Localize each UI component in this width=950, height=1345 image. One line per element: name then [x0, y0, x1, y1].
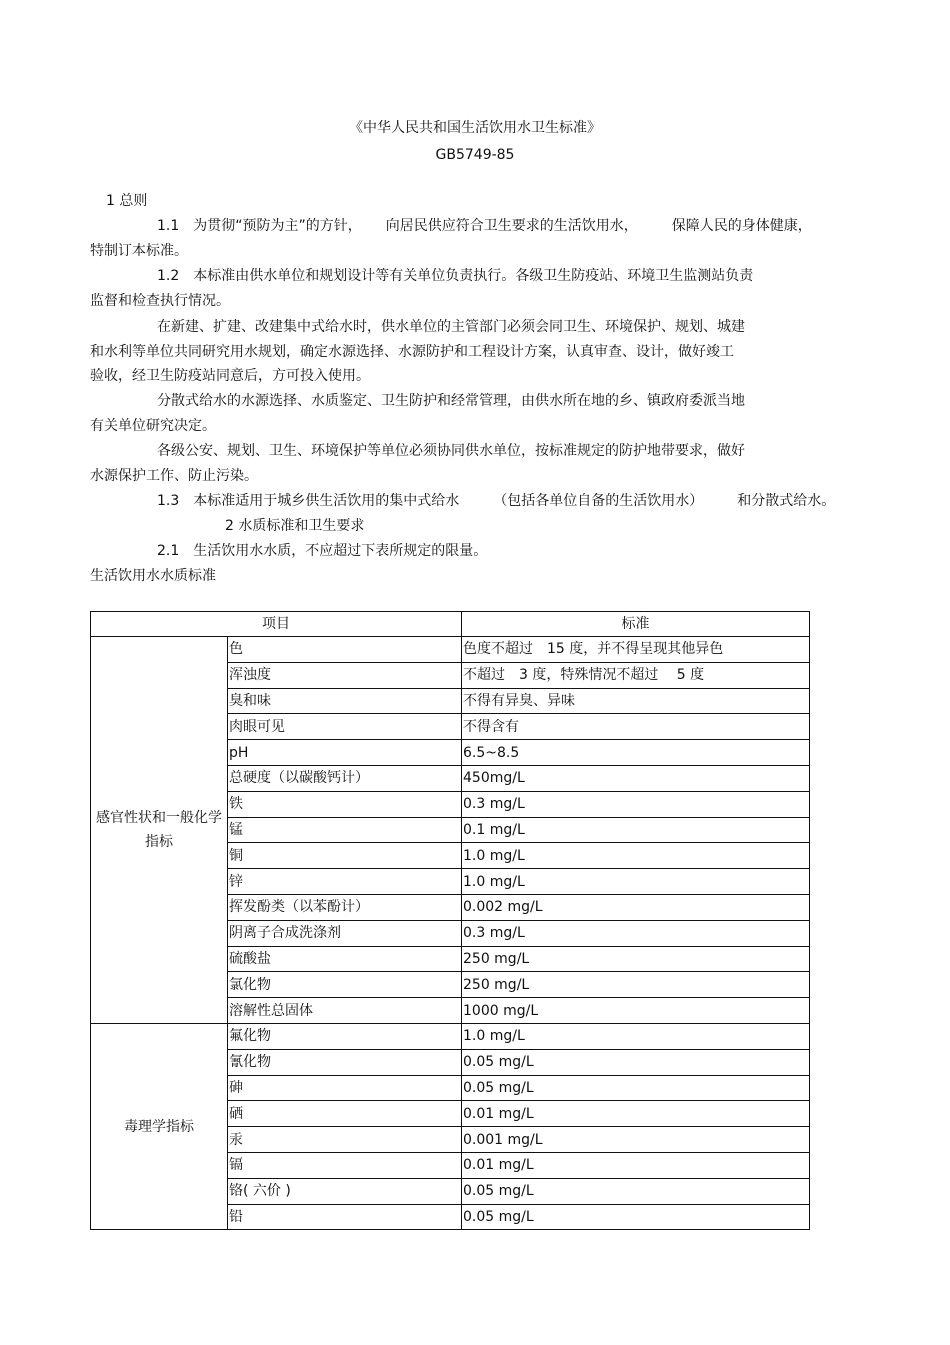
clause-1-1-part-a: 1.1 为贯彻“预防为主”的方针， [157, 218, 362, 234]
standard-cell: 1.0 mg/L [462, 1023, 810, 1049]
item-cell: 氟化物 [228, 1023, 462, 1049]
standard-cell: 0.001 mg/L [462, 1127, 810, 1153]
standard-cell: 250 mg/L [462, 946, 810, 972]
standard-cell: 0.01 mg/L [462, 1152, 810, 1178]
standard-cell: 不超过 3 度，特殊情况不超过 5 度 [462, 662, 810, 688]
standard-cell: 0.05 mg/L [462, 1178, 810, 1204]
paragraph-new-build-line3: 验收，经卫生防疫站同意后，方可投入使用。 [90, 368, 370, 384]
item-cell: 锌 [228, 869, 462, 895]
standard-cell: 0.01 mg/L [462, 1101, 810, 1127]
table-row [91, 1023, 810, 1049]
standard-cell: 0.05 mg/L [462, 1049, 810, 1075]
item-cell: 铜 [228, 843, 462, 869]
section-1-heading: 1 总则 [106, 193, 148, 209]
standard-cell: 6.5~8.5 [462, 740, 810, 766]
item-cell: 肉眼可见 [228, 714, 462, 740]
clause-1-1 [157, 216, 812, 236]
item-cell: 臭和味 [228, 688, 462, 714]
item-cell: 挥发酚类（以苯酚计） [228, 894, 462, 920]
standard-cell: 0.002 mg/L [462, 894, 810, 920]
item-cell: 汞 [228, 1127, 462, 1153]
table-caption: 生活饮用水水质标准 [90, 568, 216, 584]
standard-cell: 0.1 mg/L [462, 817, 810, 843]
table-row [91, 637, 810, 663]
item-cell: 色 [228, 637, 462, 663]
item-cell: 镉 [228, 1152, 462, 1178]
standard-cell: 不得有异臭、异味 [462, 688, 810, 714]
document-title: 《中华人民共和国生活饮用水卫生标准》 [349, 120, 601, 136]
item-cell: 硒 [228, 1101, 462, 1127]
item-cell: 砷 [228, 1075, 462, 1101]
section-2-heading: 2 水质标准和卫生要求 [225, 518, 365, 534]
standard-cell: 不得含有 [462, 714, 810, 740]
item-cell: 阴离子合成洗涤剂 [228, 920, 462, 946]
item-cell: 铅 [228, 1204, 462, 1230]
clause-1-3-part-b: （包括各单位自备的生活饮用水） [493, 493, 704, 509]
paragraph-protection-line2: 水源保护工作、防止污染。 [90, 468, 258, 484]
item-cell: 总硬度（以碳酸钙计） [228, 765, 462, 791]
clause-1-3-part-c: 和分散式给水。 [737, 493, 836, 509]
standard-cell: 250 mg/L [462, 972, 810, 998]
header-item: 项目 [91, 612, 462, 637]
header-standard: 标准 [462, 612, 810, 637]
table-header-row [91, 612, 810, 637]
clause-1-2: 1.2 本标准由供水单位和规划设计等有关单位负责执行。各级卫生防疫站、环境卫生监测站负责 [157, 268, 754, 284]
item-cell: pH [228, 740, 462, 766]
standard-code: GB5749-85 [435, 147, 515, 163]
standard-cell: 1000 mg/L [462, 998, 810, 1024]
standard-cell: 1.0 mg/L [462, 843, 810, 869]
item-cell: 氯化物 [228, 972, 462, 998]
paragraph-new-build: 在新建、扩建、改建集中式给水时，供水单位的主管部门必须会同卫生、环境保护、规划、城建 [157, 319, 745, 335]
paragraph-new-build-line2: 和水利等单位共同研究用水规划，确定水源选择、水源防护和工程设计方案，认真审查、设计，做好竣工 [90, 344, 734, 360]
standard-cell: 0.05 mg/L [462, 1075, 810, 1101]
paragraph-dispersed-line2: 有关单位研究决定。 [90, 418, 216, 434]
standard-cell: 0.3 mg/L [462, 791, 810, 817]
item-cell: 铬( 六价 ) [228, 1178, 462, 1204]
clause-1-2-cont: 监督和检查执行情况。 [90, 293, 230, 309]
clause-2-1: 2.1 生活饮用水水质，不应超过下表所规定的限量。 [157, 543, 488, 559]
group-label: 毒理学指标 [91, 1023, 228, 1229]
item-cell: 铁 [228, 791, 462, 817]
clause-1-1-part-c: 保障人民的身体健康， [671, 218, 812, 234]
item-cell: 锰 [228, 817, 462, 843]
standard-cell: 450mg/L [462, 765, 810, 791]
clause-1-3-part-a: 1.3 本标准适用于城乡供生活饮用的集中式给水 [157, 493, 460, 509]
item-cell: 硫酸盐 [228, 946, 462, 972]
item-cell: 氰化物 [228, 1049, 462, 1075]
standard-cell: 色度不超过 15 度，并不得呈现其他异色 [462, 637, 810, 663]
clause-1-3 [157, 491, 835, 511]
item-cell: 溶解性总固体 [228, 998, 462, 1024]
paragraph-dispersed: 分散式给水的水源选择、水质鉴定、卫生防护和经常管理，由供水所在地的乡、镇政府委派当地 [157, 393, 745, 409]
clause-1-1-cont: 特制订本标准。 [90, 243, 188, 259]
clause-1-1-part-b: 向居民供应符合卫生要求的生活饮用水， [385, 218, 638, 234]
paragraph-protection: 各级公安、规划、卫生、环境保护等单位必须协同供水单位，按标准规定的防护地带要求，做好 [157, 443, 745, 459]
standard-cell: 0.05 mg/L [462, 1204, 810, 1230]
water-quality-table [90, 611, 810, 1230]
group-label: 感官性状和一般化学指标 [91, 637, 228, 1024]
item-cell: 浑浊度 [228, 662, 462, 688]
standard-cell: 1.0 mg/L [462, 869, 810, 895]
standard-cell: 0.3 mg/L [462, 920, 810, 946]
